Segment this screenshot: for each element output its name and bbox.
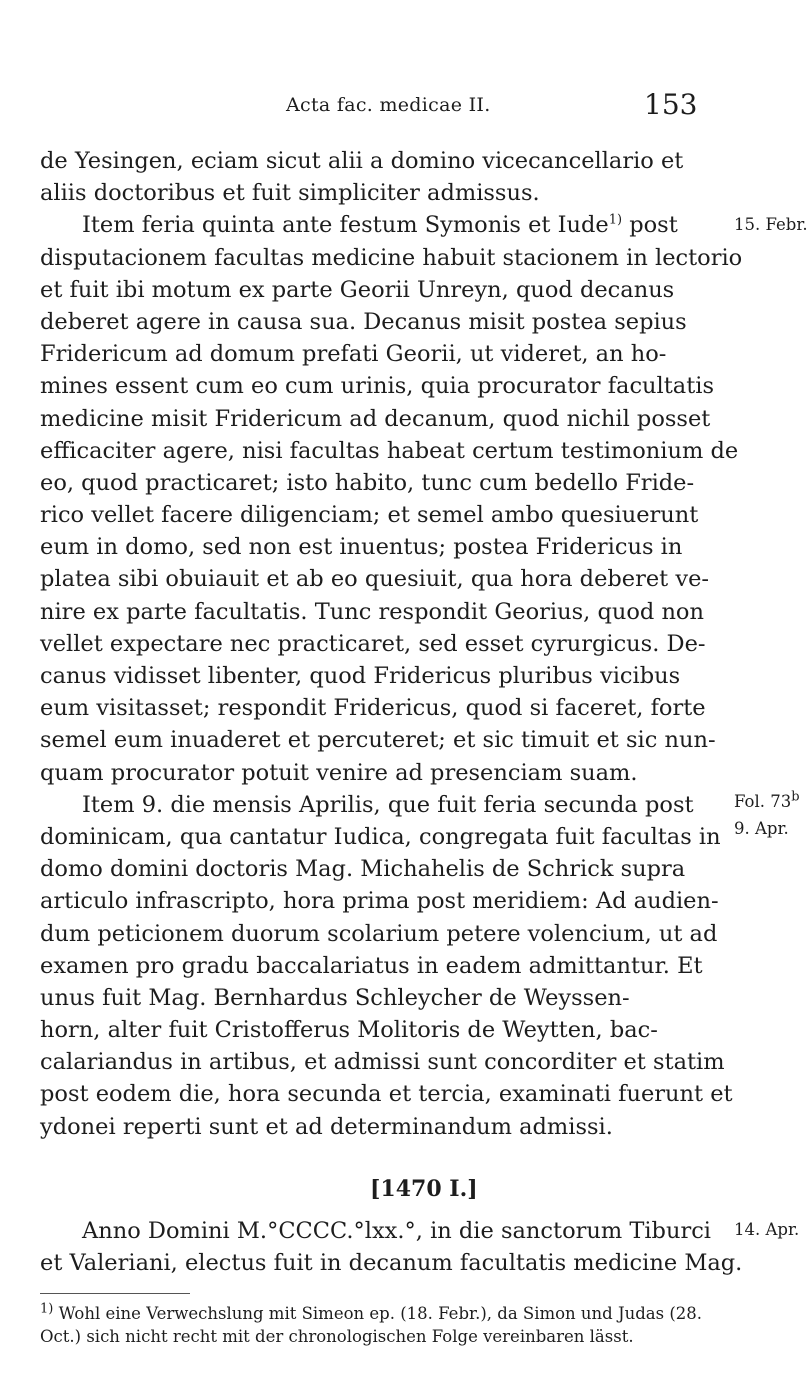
text-line: ydonei reperti sunt et ad determinandum admissi. bbox=[40, 1113, 613, 1140]
text-line: articulo infrascripto, hora prima post meridiem: Ad audien- bbox=[40, 888, 719, 915]
text-line: rico vellet facere diligenciam; et semel ambo quesiuerunt bbox=[40, 502, 699, 529]
text-line: medicine misit Fridericum ad decanum, quod nichil posset bbox=[40, 405, 711, 432]
folio-side: b bbox=[791, 789, 800, 805]
text-line: dum peticionem duorum scolarium petere volencium, ut ad bbox=[40, 920, 718, 947]
text-line: unus fuit Mag. Bernhardus Schleycher de Weyssen- bbox=[40, 984, 630, 1011]
text-line: dominicam, qua cantatur Iudica, congregata fuit facultas in bbox=[40, 823, 721, 850]
footnote bbox=[40, 1302, 730, 1348]
margin-note-date: 15. Febr. bbox=[734, 215, 808, 234]
section-text bbox=[40, 1215, 743, 1279]
text-line: deberet agere in causa sua. Decanus misit postea sepius bbox=[40, 308, 687, 335]
text-line: eum in domo, sed non est inuentus; postea Fridericus in bbox=[40, 534, 683, 561]
text-line: disputacionem facultas medicine habuit stacionem in lectorio bbox=[40, 244, 743, 271]
footnote-divider bbox=[40, 1293, 190, 1294]
text-line: examen pro gradu baccalariatus in eadem admittantur. Et bbox=[40, 952, 703, 979]
text-line: horn, alter fuit Cristofferus Molitoris de Weytten, bac- bbox=[40, 1017, 658, 1044]
text-line bbox=[40, 209, 720, 241]
page-number: 153 bbox=[644, 88, 698, 121]
margin-note-date: 9. Apr. bbox=[734, 819, 789, 838]
text-line: et fuit ibi motum ex parte Georii Unreyn, quod decanus bbox=[40, 276, 675, 303]
text-line: vellet expectare nec practicaret, sed esset cyrurgicus. De- bbox=[40, 630, 706, 657]
text-line: calariandus in artibus, et admissi sunt concorditer et statim bbox=[40, 1049, 725, 1076]
text-line: et Valeriani, electus fuit in decanum facultatis medicine Mag. bbox=[40, 1250, 743, 1277]
text-line: semel eum inuaderet et percuteret; et sic timuit et sic nun- bbox=[40, 727, 716, 754]
text-line: platea sibi obuiauit et ab eo quesiuit, qua hora deberet ve- bbox=[40, 566, 709, 593]
footnote-marker: 1) bbox=[40, 1301, 54, 1317]
text-line: mines essent cum eo cum urinis, quia procurator facultatis bbox=[40, 373, 714, 400]
text-line: eo, quod practicaret; isto habito, tunc cum bedello Fride- bbox=[40, 469, 695, 496]
text-segment: Item feria quinta ante festum Symonis et Iude bbox=[82, 212, 609, 239]
footnote-text: Wohl eine Verwechslung mit Simeon ep. (18. Febr.), da Simon und Judas (28. Oct.) sich nicht recht mit der chronologischen Folge vereinbaren lässt. bbox=[40, 1304, 703, 1346]
text-line: quam procurator potuit venire ad presenciam suam. bbox=[40, 759, 638, 786]
margin-note-date: 14. Apr. bbox=[734, 1220, 800, 1239]
main-text bbox=[40, 145, 743, 1143]
text-line: Fridericum ad domum prefati Georii, ut videret, an ho- bbox=[40, 341, 667, 368]
text-line: aliis doctoribus et fuit simpliciter admissus. bbox=[40, 180, 540, 207]
running-head: Acta fac. medicae II. bbox=[286, 94, 491, 116]
margin-note-folio bbox=[734, 789, 800, 812]
folio-number: Fol. 73 bbox=[734, 792, 792, 811]
text-line: canus vidisset libenter, quod Fridericus pluribus vicibus bbox=[40, 663, 681, 689]
text-line: domo domini doctoris Mag. Michahelis de Schrick supra bbox=[40, 856, 686, 883]
text-line: Item 9. die mensis Aprilis, que fuit feria secunda post bbox=[82, 791, 694, 818]
text-line: de Yesingen, eciam sicut alii a domino vicecancellario et bbox=[40, 148, 684, 174]
footnote-reference[interactable]: 1) bbox=[608, 212, 623, 228]
text-line: post eodem die, hora secunda et tercia, examinati fuerunt et bbox=[40, 1081, 733, 1108]
text-segment: post bbox=[622, 212, 678, 239]
text-line: nire ex parte facultatis. Tunc respondit Georius, quod non bbox=[40, 598, 704, 625]
text-line: Anno Domini M.°CCCC.°lxx.°, in die sanctorum Tiburci bbox=[82, 1218, 712, 1244]
section-heading: [1470 I.] bbox=[370, 1176, 478, 1202]
text-line: eum visitasset; respondit Fridericus, quod si faceret, forte bbox=[40, 695, 706, 722]
text-line: efficaciter agere, nisi facultas habeat certum testimonium de bbox=[40, 437, 739, 464]
